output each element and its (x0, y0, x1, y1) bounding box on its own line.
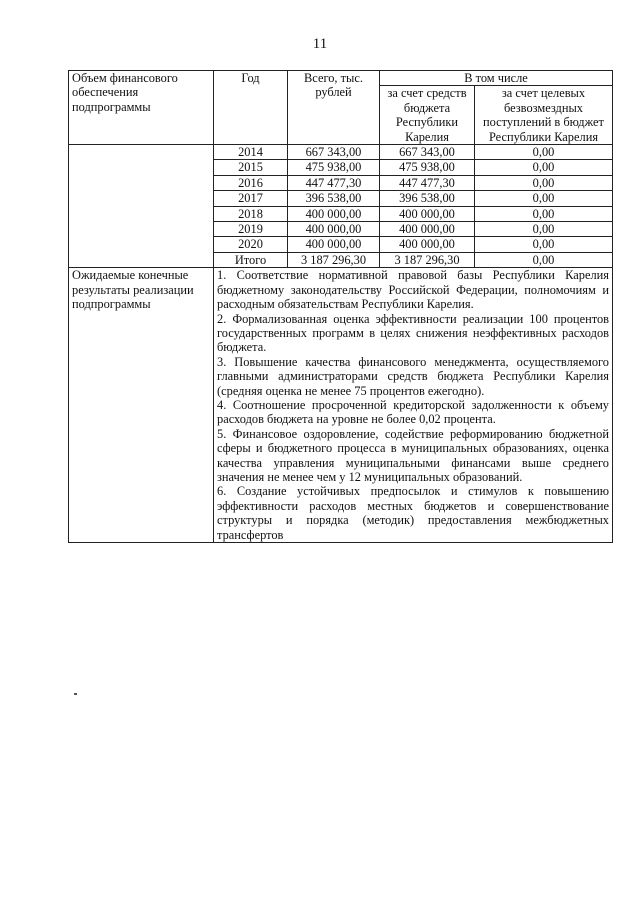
page-number: 11 (312, 36, 328, 52)
row-budget: 396 538,00 (380, 191, 475, 206)
row-grants: 0,00 (475, 252, 613, 267)
row-total: 447 477,30 (288, 175, 380, 190)
row-total: 400 000,00 (288, 206, 380, 221)
row-total: 3 187 296,30 (288, 252, 380, 267)
row-budget: 400 000,00 (380, 237, 475, 252)
row-year: 2014 (214, 145, 288, 160)
row-year: 2015 (214, 160, 288, 175)
row-total: 400 000,00 (288, 237, 380, 252)
total-header: Всего, тыс. рублей (288, 71, 380, 145)
row-budget: 447 477,30 (380, 175, 475, 190)
results-text-cell (214, 268, 613, 543)
result-item: 1. Соответствие нормативной правовой базы Республики Карелия бюджетному законодательству Российской Федерации, полномочиям и расходным обязательствам Республики Карелия. (217, 268, 609, 312)
results-label-cell: Ожидаемые конечные результаты реализации подпрограммы (69, 268, 214, 543)
row-grants: 0,00 (475, 222, 613, 237)
row-year: 2017 (214, 191, 288, 206)
row-total: 475 938,00 (288, 160, 380, 175)
including-header: В том числе (380, 71, 613, 86)
table-row (69, 145, 613, 160)
scan-speck (74, 693, 77, 695)
row-budget: 400 000,00 (380, 222, 475, 237)
row-budget: 400 000,00 (380, 206, 475, 221)
results-row (69, 268, 613, 543)
row-grants: 0,00 (475, 191, 613, 206)
row-budget: 475 938,00 (380, 160, 475, 175)
row-grants: 0,00 (475, 160, 613, 175)
row-year: 2020 (214, 237, 288, 252)
row-year: Итого (214, 252, 288, 267)
year-header: Год (214, 71, 288, 145)
row-budget: 667 343,00 (380, 145, 475, 160)
result-item: 5. Финансовое оздоровление, содействие реформированию бюджетной сферы и бюджетного процесса в муниципальных образованиях, оценка качества управления муниципальными финансами выше среднего значения не менее чем у 12 муниципальных образований. (217, 426, 609, 484)
result-item: 3. Повышение качества финансового менеджмента, осуществляемого главными администраторами средств бюджета Республики Карелия (средняя оценка не менее 75 процентов ежегодно). (217, 354, 609, 398)
row-total: 667 343,00 (288, 145, 380, 160)
row-year: 2018 (214, 206, 288, 221)
grants-header: за счет целевых безвозмездных поступлений в бюджет Республики Карелия (475, 86, 613, 145)
result-item: 4. Соотношение просроченной кредиторской задолженности к объему расходов бюджета на уровне не более 0,02 процента. (217, 397, 609, 427)
row-grants: 0,00 (475, 237, 613, 252)
empty-label-cell (69, 145, 214, 268)
row-total: 400 000,00 (288, 222, 380, 237)
result-item: 6. Создание устойчивых предпосылок и стимулов к повышению эффективности расходов местных бюджетов и совершенствование структуры и порядка (методик) предоставления межбюджетных трансфертов (217, 484, 609, 542)
row-total: 396 538,00 (288, 191, 380, 206)
row-grants: 0,00 (475, 206, 613, 221)
financing-table (68, 70, 613, 543)
row-budget: 3 187 296,30 (380, 252, 475, 267)
row-grants: 0,00 (475, 145, 613, 160)
funding-label-cell: Объем финансового обеспечения подпрограммы (69, 71, 214, 145)
budget-header: за счет средств бюджета Республики Карелия (380, 86, 475, 145)
row-grants: 0,00 (475, 175, 613, 190)
row-year: 2019 (214, 222, 288, 237)
table-header-row (69, 71, 613, 86)
result-item: 2. Формализованная оценка эффективности реализации 100 процентов государственных программ в целях снижения неэффективных расходов бюджета. (217, 311, 609, 355)
row-year: 2016 (214, 175, 288, 190)
